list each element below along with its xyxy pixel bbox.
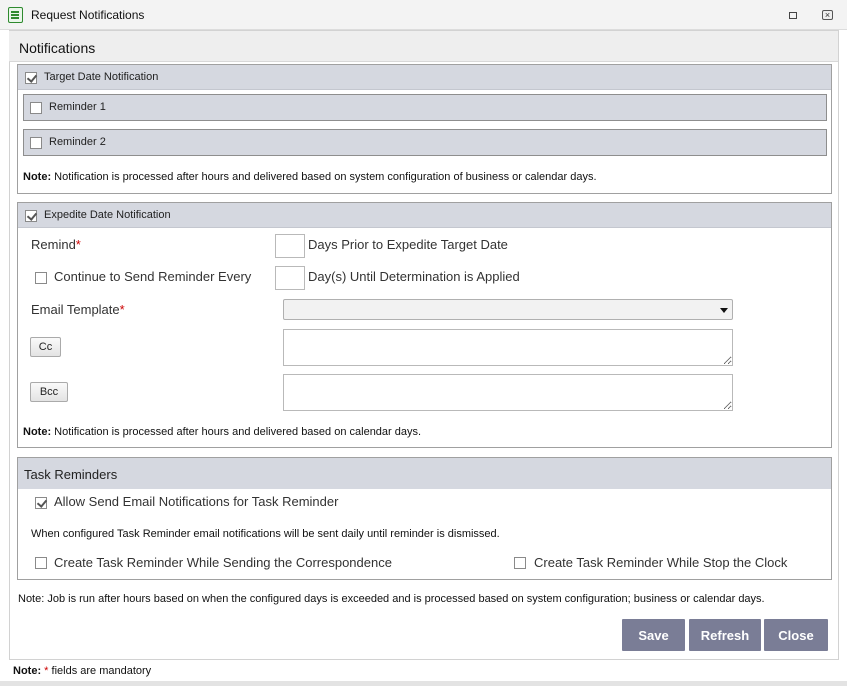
job-note: Note: Job is run after hours based on when the configured days is exceeded and is processed based on system configuration; business or calendar days. [18,593,765,605]
refresh-button[interactable]: Refresh [689,619,761,651]
create-correspondence-label: Create Task Reminder While Sending the Correspondence [54,555,392,570]
expedite-note [23,426,421,438]
footer-strip [0,681,847,686]
target-date-note [23,171,597,183]
notifications-header [9,31,838,62]
form-icon [8,7,23,23]
bcc-button[interactable]: Bcc [30,382,68,402]
target-date-header [18,65,831,90]
reminder-1-checkbox[interactable] [30,102,42,114]
section-title: Notifications [19,40,96,56]
continue-reminder-checkbox[interactable] [35,272,47,284]
expedite-checkbox[interactable] [25,210,37,222]
expedite-panel [17,202,832,448]
dropdown-arrow-icon [720,308,728,313]
note-text: Notification is processed after hours and delivered based on calendar days. [54,426,422,438]
close-button[interactable]: Close [764,619,828,651]
expedite-label: Expedite Date Notification [44,209,171,221]
remind-suffix: Days Prior to Expedite Target Date [308,237,508,252]
close-icon[interactable]: × [822,9,834,21]
window-title: Request Notifications [31,8,145,22]
create-correspondence-checkbox[interactable] [35,557,47,569]
continue-reminder-label: Continue to Send Reminder Every [54,269,252,284]
target-date-label: Target Date Notification [44,71,159,83]
required-mark: * [44,665,49,677]
reminder-2-checkbox[interactable] [30,137,42,149]
continue-suffix: Day(s) Until Determination is Applied [308,269,520,284]
reminder-1-row [23,94,827,121]
reminder-2-label: Reminder 2 [49,136,106,148]
required-mark: * [119,302,125,317]
create-stop-clock-checkbox[interactable] [514,557,526,569]
cc-button[interactable]: Cc [30,337,61,357]
save-button[interactable]: Save [622,619,685,651]
note-prefix: Note: [23,171,52,183]
maximize-icon[interactable] [788,9,800,21]
bcc-input[interactable] [283,374,733,411]
title-bar [0,0,847,30]
task-reminder-info: When configured Task Reminder email notifications will be sent daily until reminder is dismissed. [31,528,500,540]
expedite-header [18,203,831,228]
target-date-panel [17,64,832,194]
required-mark: * [75,237,81,252]
email-template-label: Email Template* [31,302,125,317]
remind-days-input[interactable] [275,234,305,258]
task-reminders-title: Task Reminders [24,467,118,482]
remind-label: Remind* [31,237,81,252]
task-reminders-header [18,458,831,489]
task-reminders-panel [17,457,832,580]
note-prefix: Note: [23,426,52,438]
create-stop-clock-label: Create Task Reminder While Stop the Clock [534,555,788,570]
reminder-1-label: Reminder 1 [49,101,106,113]
email-template-select[interactable] [283,299,733,320]
mandatory-note: Note: * fields are mandatory [13,665,152,677]
note-text: Notification is processed after hours and delivered based on system configuration of business or calendar days. [54,171,597,183]
continue-days-input[interactable] [275,266,305,290]
allow-task-email-checkbox[interactable] [35,497,47,509]
target-date-checkbox[interactable] [25,72,37,84]
reminder-2-row [23,129,827,156]
allow-task-email-label: Allow Send Email Notifications for Task Reminder [54,494,339,509]
cc-input[interactable] [283,329,733,366]
